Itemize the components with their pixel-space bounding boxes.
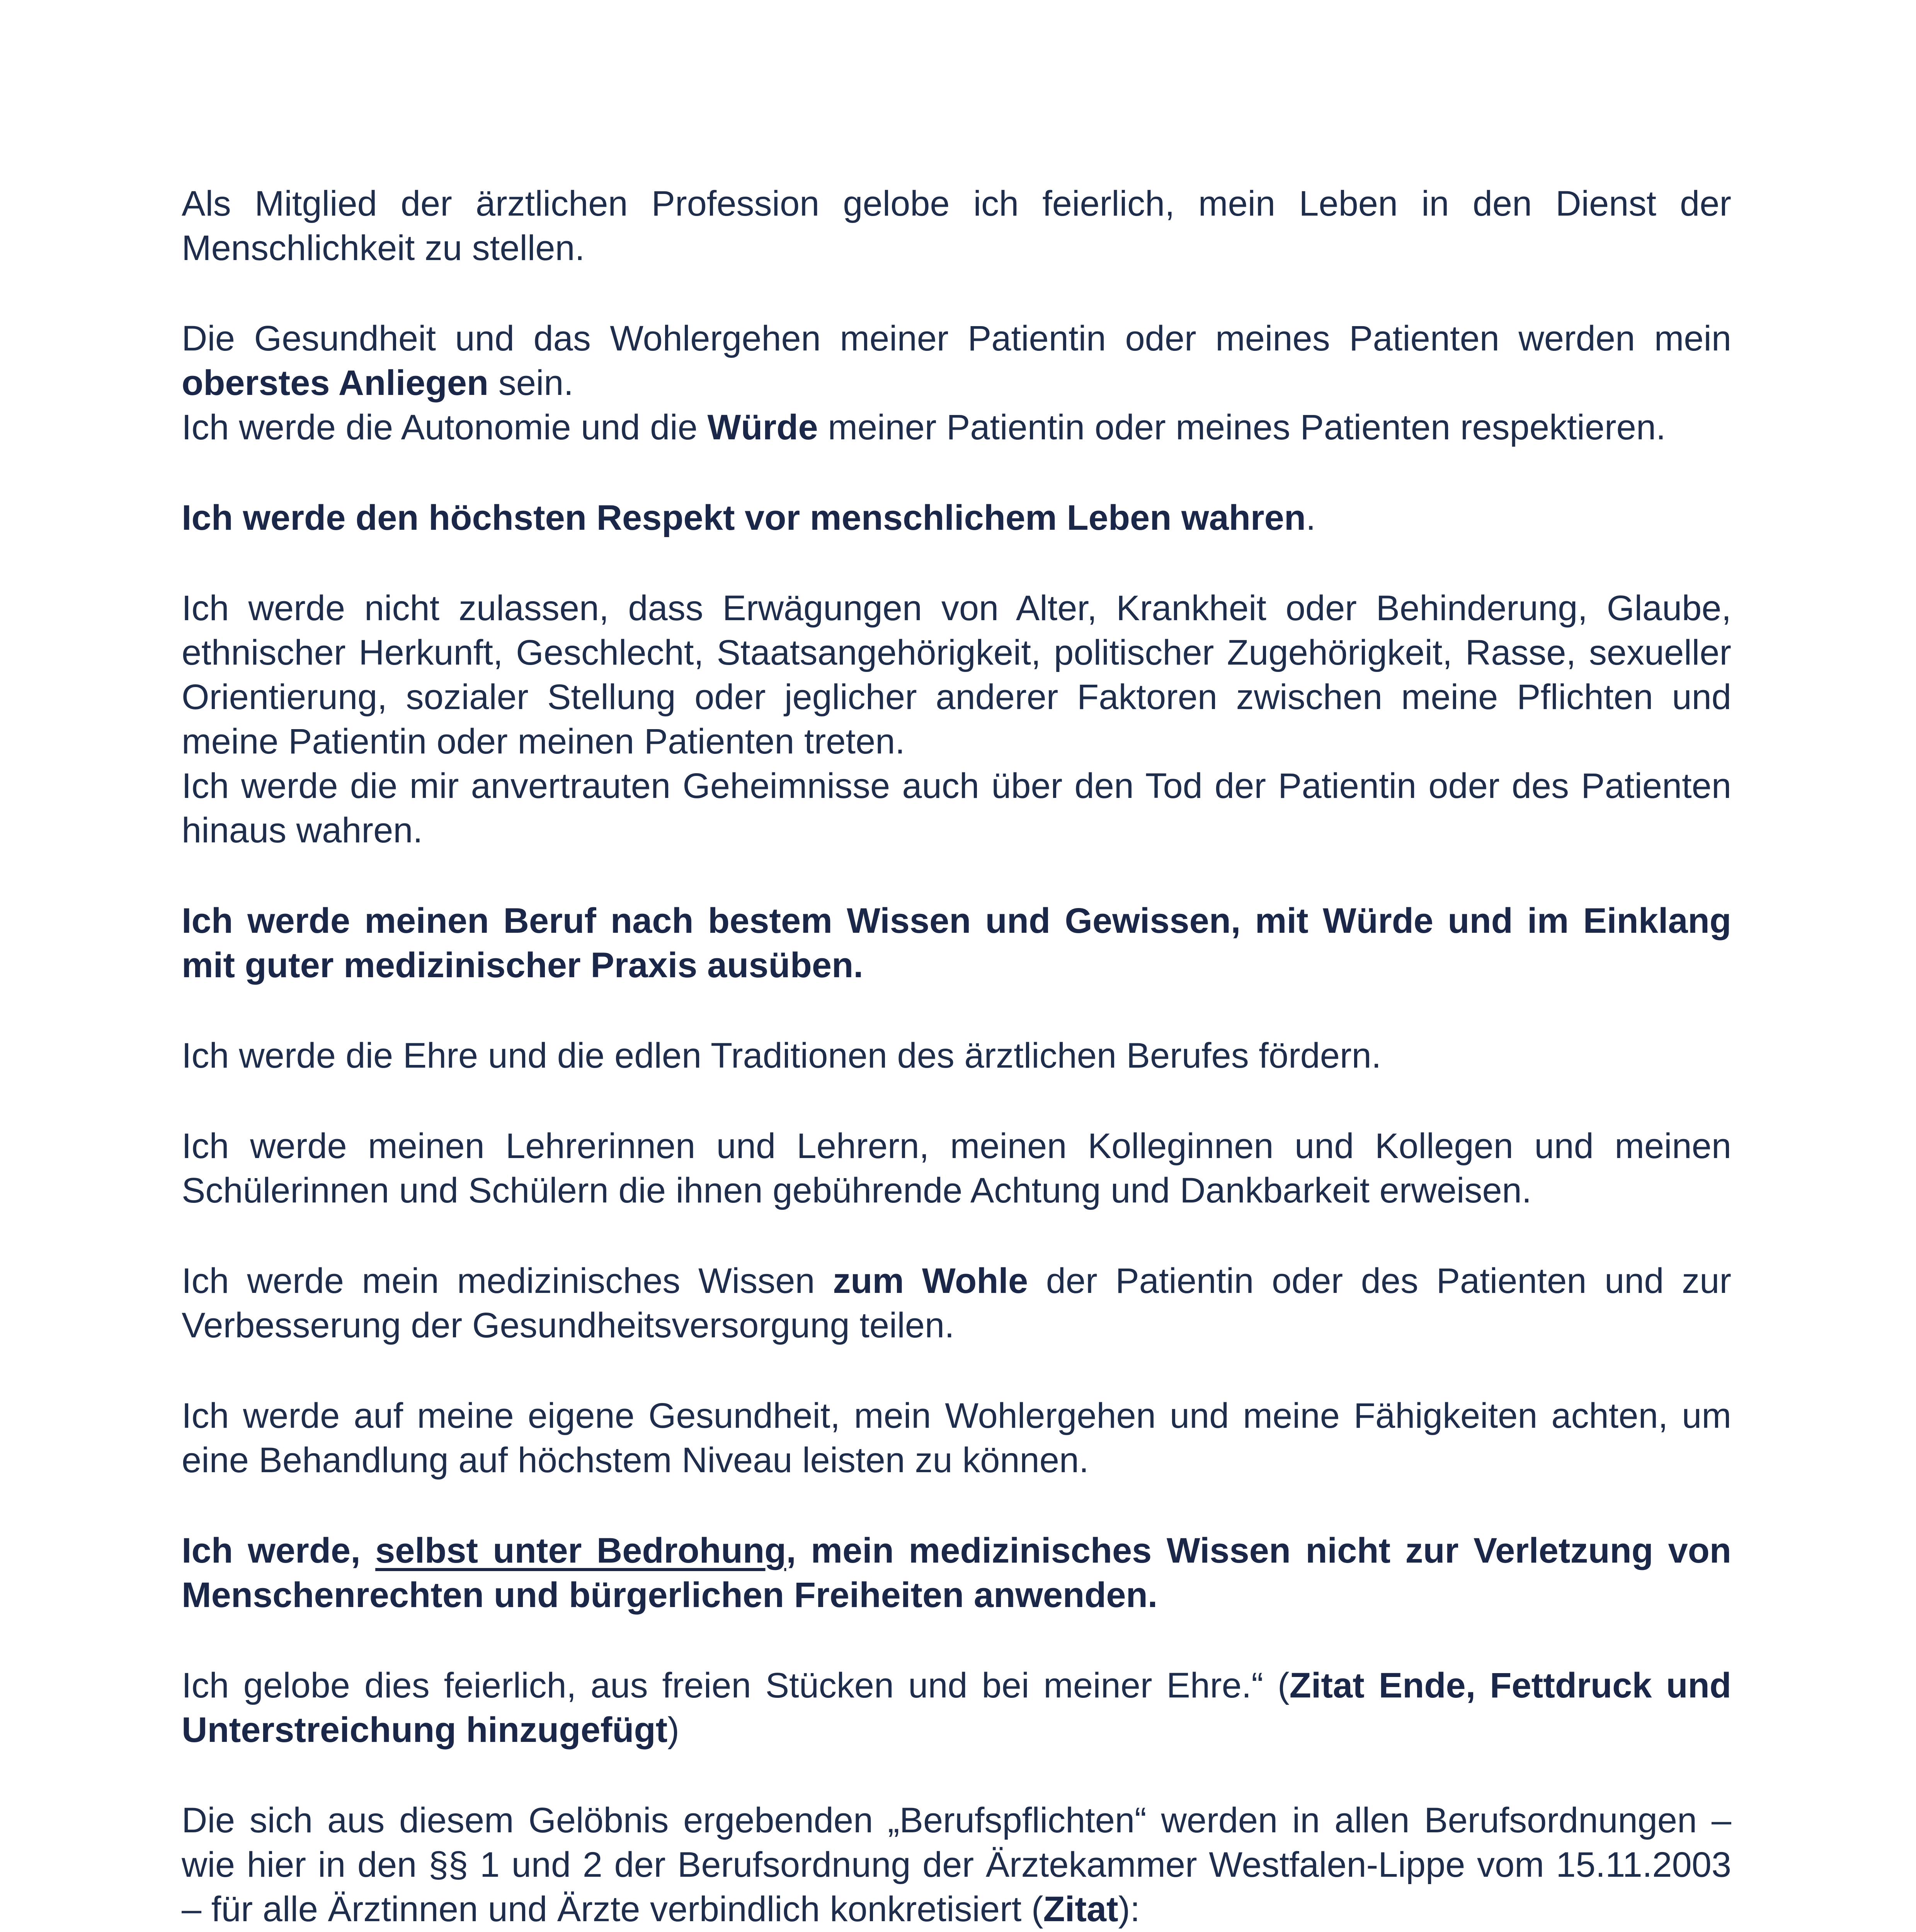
text-run: Ich gelobe dies feierlich, aus freien Stücken und bei meiner Ehre.“ ( <box>182 1666 1290 1705</box>
paragraph <box>182 1663 1731 1752</box>
paragraph <box>182 182 1731 270</box>
paragraph <box>182 899 1731 988</box>
bold-text: Zitat <box>1043 1889 1118 1929</box>
text-run: Ich werde mein medizinisches Wissen <box>182 1261 833 1301</box>
document-body <box>182 182 1731 1932</box>
paragraph <box>182 1394 1731 1483</box>
bold-text: , mein medizinisches Wissen nicht zur Verletzung von Menschenrechten und bürgerlichen Freiheiten anwenden. <box>182 1531 1732 1615</box>
paragraph <box>182 405 1731 450</box>
text-run: . <box>1306 498 1316 537</box>
text-run: ) <box>667 1710 679 1750</box>
text-run: Ich werde die Autonomie und die <box>182 408 708 447</box>
bold-text: Ich werde den höchsten Respekt vor menschlichem Leben wahren <box>182 498 1306 537</box>
underlined-text: selbst unter Bedrohung <box>375 1531 786 1570</box>
text-run: Als Mitglied der ärztlichen Profession gelobe ich feierlich, mein Leben in den Dienst der Menschlichkeit zu stellen. <box>182 184 1731 268</box>
paragraph <box>182 496 1731 540</box>
paragraph <box>182 1529 1731 1617</box>
bold-text: Zitat Ende, Fettdruck und Unterstreichung hinzugefügt <box>182 1666 1731 1750</box>
text-run: meiner Patientin oder meines Patienten respektieren. <box>818 408 1666 447</box>
paragraph <box>182 764 1731 853</box>
text-run: ): <box>1118 1889 1140 1929</box>
text-run: der Patientin oder des Patienten und zur Verbesserung der Gesundheitsversorgung teilen. <box>182 1261 1731 1345</box>
paragraph <box>182 1034 1731 1078</box>
text-run: Ich werde die mir anvertrauten Geheimnisse auch über den Tod der Patientin oder des Patienten hinaus wahren. <box>182 766 1731 850</box>
bold-text: oberstes Anliegen <box>182 363 489 403</box>
paragraph <box>182 316 1731 405</box>
bold-text <box>375 1531 786 1570</box>
paragraph <box>182 1259 1731 1348</box>
text-run: Die Gesundheit und das Wohlergehen meiner Patientin oder meines Patienten werden mein <box>182 319 1731 358</box>
bold-text: Ich werde, <box>182 1531 376 1570</box>
bold-text: Würde <box>707 408 818 447</box>
text-run: Die sich aus diesem Gelöbnis ergebenden „Berufspflichten“ werden in allen Berufsordnungen – wie hier in den §§ 1 und 2 der Berufsordnung der Ärztekammer Westfalen-Lippe vom 15.11.2003 – für alle Ärztinnen und Ärzte verbindlich konkretisiert ( <box>182 1801 1731 1929</box>
bold-text: Ich werde meinen Beruf nach bestem Wissen und Gewissen, mit Würde und im Einklang mit guter medizinischer Praxis ausüben. <box>182 901 1731 985</box>
paragraph <box>182 1124 1731 1213</box>
text-run: Ich werde auf meine eigene Gesundheit, mein Wohlergehen und meine Fähigkeiten achten, um eine Behandlung auf höchstem Niveau leisten zu können. <box>182 1396 1731 1480</box>
paragraph <box>182 586 1731 764</box>
paragraph <box>182 1798 1731 1932</box>
text-run: Ich werde meinen Lehrerinnen und Lehrern, meinen Kolleginnen und Kollegen und meinen Schülerinnen und Schülern die ihnen gebührende Achtung und Dankbarkeit erweisen. <box>182 1126 1731 1210</box>
text-run: Ich werde die Ehre und die edlen Traditionen des ärztlichen Berufes fördern. <box>182 1036 1382 1075</box>
text-run: Ich werde nicht zulassen, dass Erwägungen von Alter, Krankheit oder Behinderung, Glaube, ethnischer Herkunft, Geschlecht, Staatsangehörigkeit, politischer Zugehörigkeit, Rasse, sexueller Orientierung, sozialer Stellung oder jeglicher anderer Faktoren zwischen meine Pflichten und meine Patientin oder meinen Patienten treten. <box>182 588 1731 761</box>
text-run: sein. <box>488 363 574 403</box>
bold-text: zum Wohle <box>833 1261 1028 1301</box>
